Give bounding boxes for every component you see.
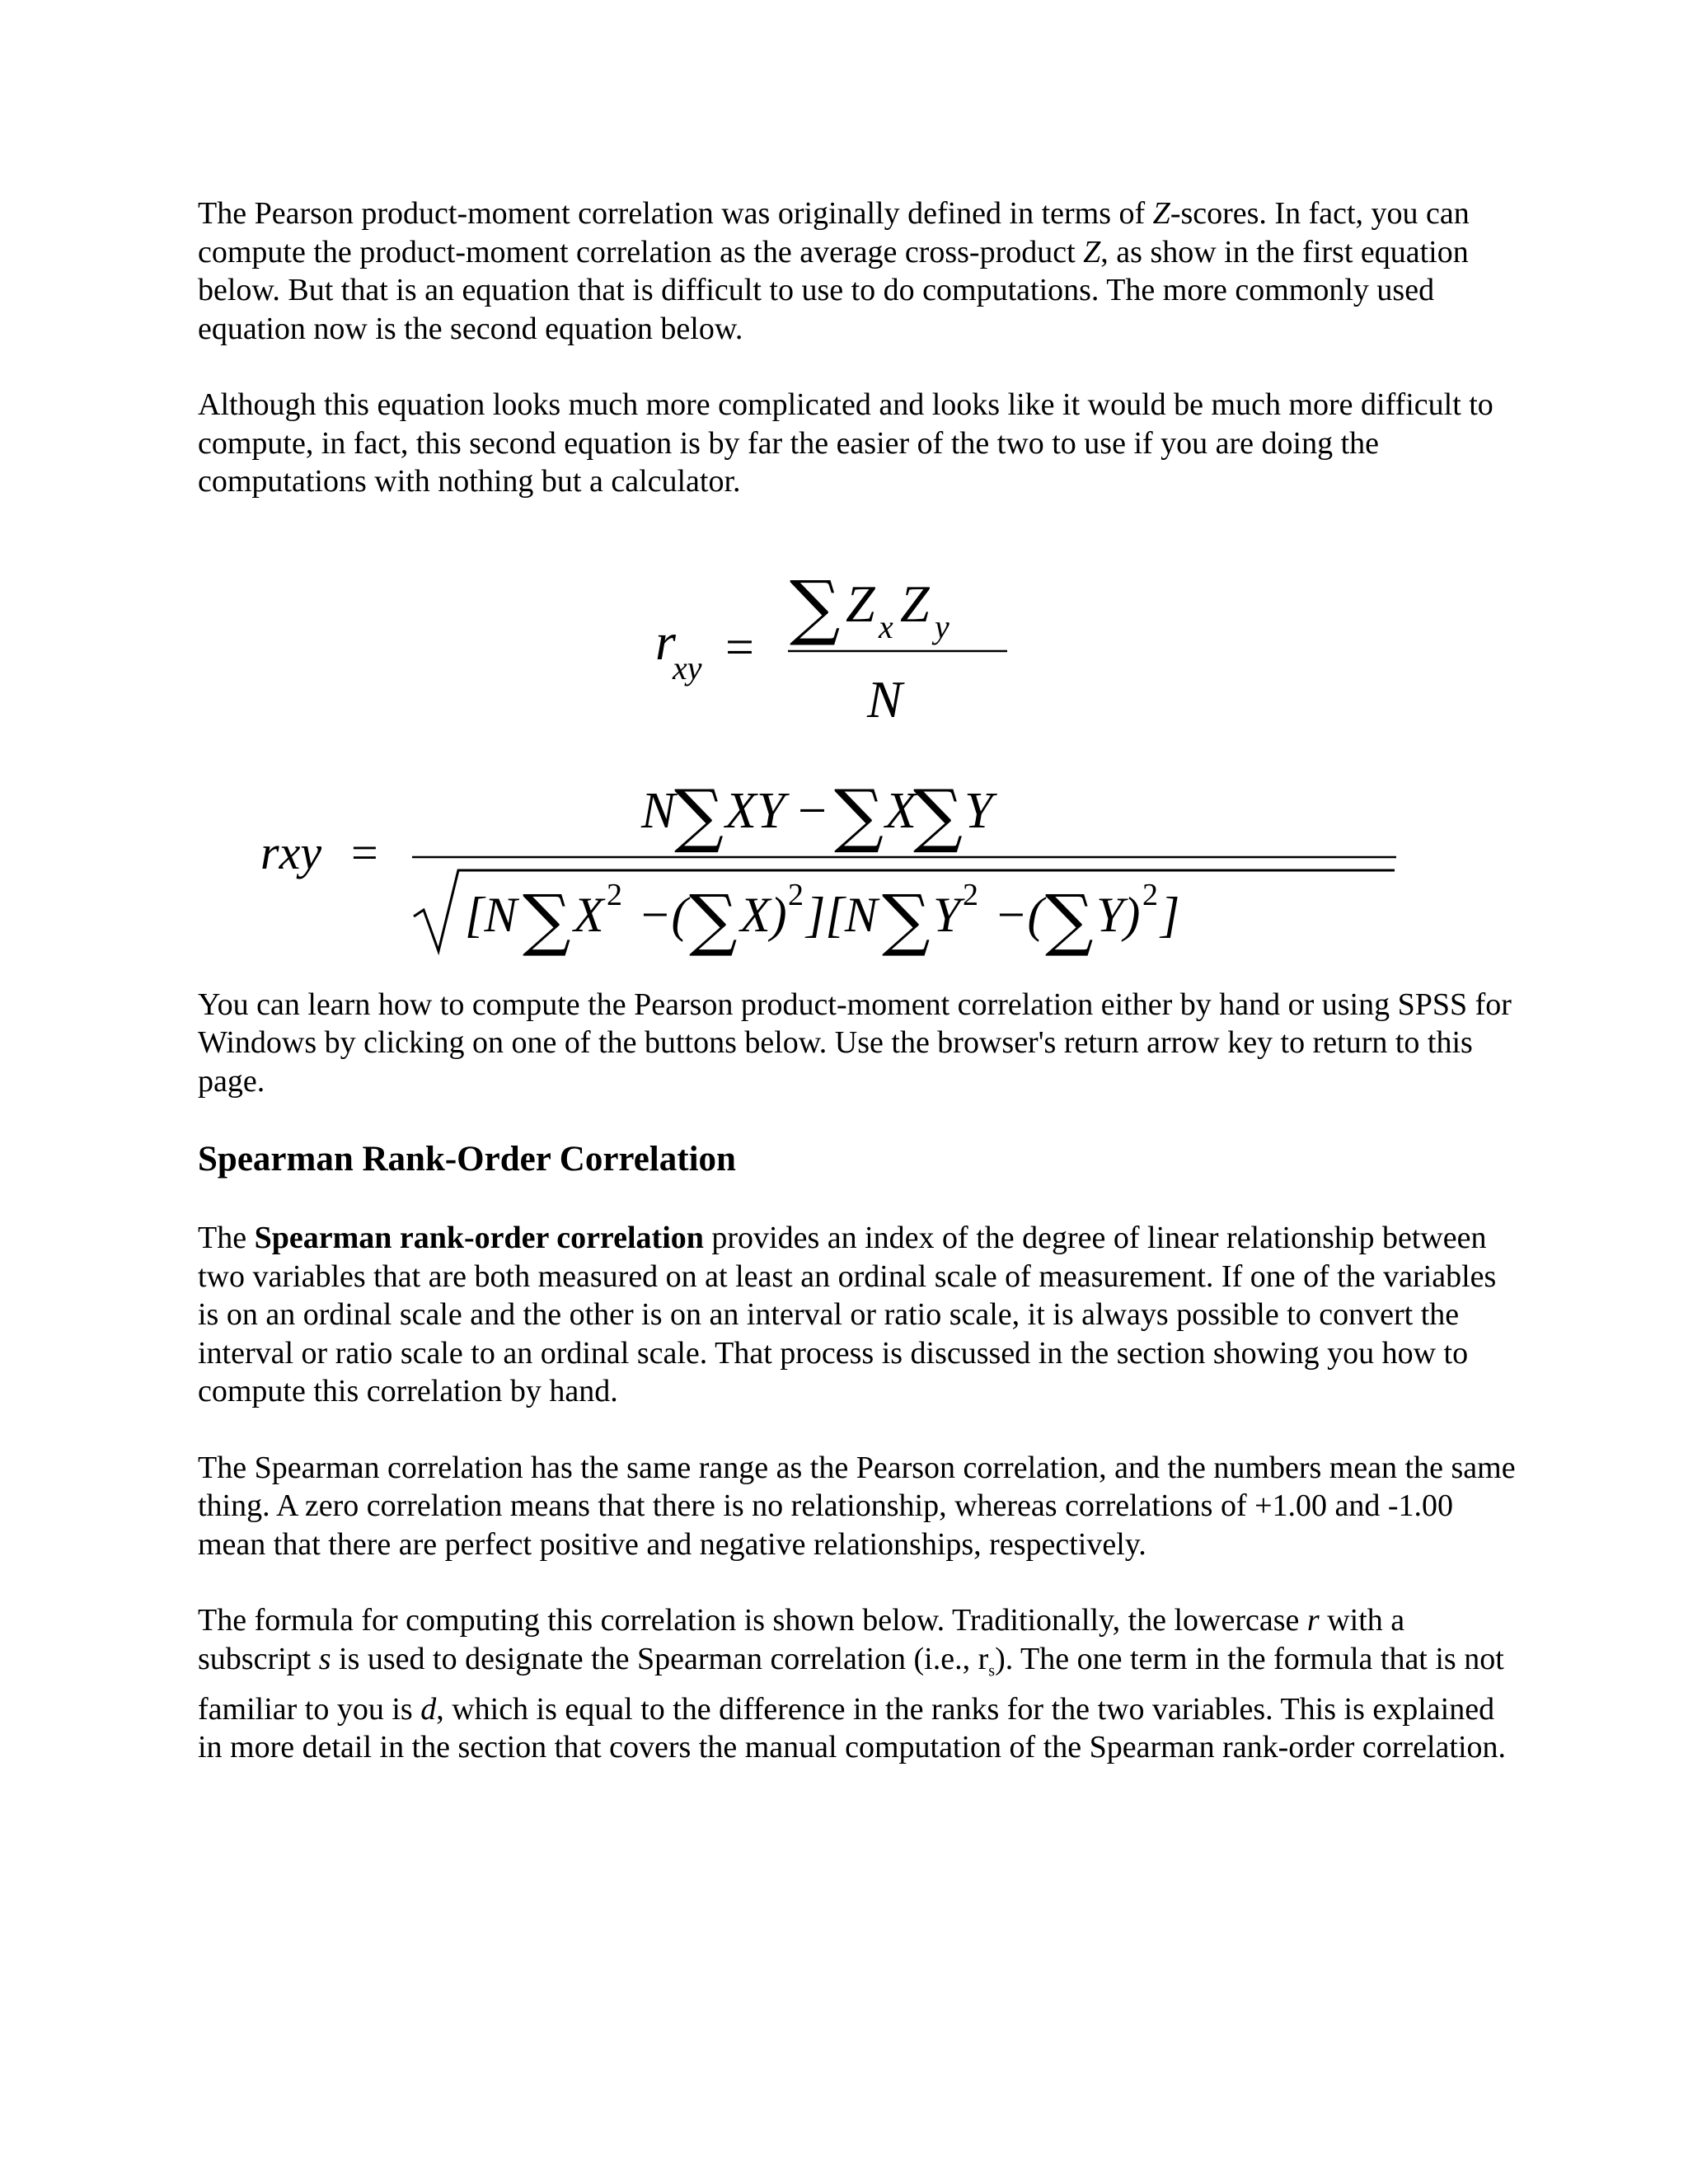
formula2-den-sq1: 2 [607, 877, 622, 912]
formula2-lhs: rxy [260, 825, 322, 879]
formula2-den-mid1: −( [638, 887, 688, 942]
formula2-den-sigma4: ∑ [1045, 880, 1094, 959]
complexity-paragraph: Although this equation looks much more complicated and looks like it would be much more difficult to compute, in fact, this second equation is by far the easier of the two to use if you are doing the computations with nothing but a calculator. [198, 387, 1493, 499]
formula2-den-x: X [574, 887, 604, 942]
formula1-sigma: ∑ [790, 565, 841, 649]
formula2-den-open: [N [465, 887, 518, 942]
formula2-den-x2: X) [740, 887, 787, 942]
spearman-range-paragraph: The Spearman correlation has the same range as the Pearson correlation, and the numbers mean the same thing. A zero correlation means that there is no relationship, whereas correlations of +1.00 and -1.00 mean that there are perfect positive and negative relationships, respectively. [198, 1450, 1516, 1562]
formula2-equals: = [351, 825, 378, 879]
formula2-den-sq2: 2 [788, 877, 804, 912]
formula2-num-x: X [885, 782, 917, 839]
formula1-zx-subscript: x [879, 607, 893, 645]
zscore-formula-svg [198, 539, 1517, 760]
formula1-r: r [655, 612, 676, 671]
intro-paragraph: The Pearson product-moment correlation was originally defined in terms of Z-scores. In fact, you can compute the product-moment correlation as the average cross-product Z, as show in the first equation below. But that is an equation that is difficult to use to do computations. The more commonly used equation now is the second equation below. [198, 196, 1470, 346]
formula2-num-xy: XY [725, 782, 785, 839]
formula1-denominator: N [867, 669, 903, 729]
s-variable: s [318, 1641, 331, 1676]
z-variable: Z [1152, 196, 1170, 231]
z-variable: Z [1083, 234, 1101, 269]
formula1-r-subscript: xy [673, 649, 702, 687]
learn-paragraph: You can learn how to compute the Pearson product-moment correlation either by hand or using SPSS for Windows by clicking on one of the buttons below. Use the browser's return arrow key to return to this page. [198, 987, 1512, 1099]
formula1-zy: Z [900, 574, 930, 633]
formula2-den-sq4: 2 [1142, 877, 1158, 912]
formula2-den-sigma1: ∑ [523, 880, 571, 959]
formula1-zy-subscript: y [935, 607, 950, 645]
computational-formula-svg [198, 760, 1517, 986]
formula2-num-sigma-x: ∑ [834, 774, 884, 855]
document-page [198, 194, 1517, 1805]
spearman-term: Spearman rank-order correlation [254, 1221, 704, 1255]
formula2-den-y: Y [933, 887, 961, 942]
zscore-formula [198, 539, 1517, 760]
rs-subscript: s [988, 1661, 996, 1680]
formula2-num-y: Y [964, 782, 993, 839]
formula2-den-sigma2: ∑ [689, 880, 738, 959]
spearman-formula-paragraph: The formula for computing this correlation is shown below. Traditionally, the lowercase r with a subscript s is used to designate the Spearman correlation (i.e., $r_s$). The one term in the formula that is not familiar to you is d, which is equal to the difference in the ranks for the two variables. This is explained in more detail in the section that covers the manual computation of the Spearman rank-order correlation. [198, 1603, 1507, 1765]
d-variable: d [420, 1691, 437, 1727]
r-variable: r [1306, 1603, 1320, 1638]
formula2-num-minus: − [798, 782, 827, 839]
formula2-num-n: N [641, 782, 676, 839]
formula1-equals: = [725, 619, 754, 676]
formula2-den-mid2: ][N [806, 887, 878, 942]
computational-formula [198, 760, 1517, 986]
formula2-num-sigma-y: ∑ [913, 774, 963, 855]
formula2-den-sq3: 2 [963, 877, 978, 912]
formula2-den-y2: Y) [1096, 887, 1141, 942]
formula2-den-close: ] [1160, 887, 1180, 942]
formula2-den-mid3: −( [994, 887, 1044, 942]
section-heading: Spearman Rank-Order Correlation [198, 1140, 736, 1179]
formula2-num-sigma: ∑ [674, 774, 724, 855]
spearman-definition-paragraph: The Spearman rank-order correlation provides an index of the degree of linear relationship between two variables that are both measured on at least an ordinal scale of measurement. If one of the variables is on an ordinal scale and the other is on an interval or ratio scale, it is always possible to convert the interval or ratio scale to an ordinal scale. That process is discussed in the section showing you how to compute this correlation by hand. [198, 1221, 1497, 1408]
formula2-den-sigma3: ∑ [882, 880, 931, 959]
formula1-zx: Z [846, 574, 875, 633]
